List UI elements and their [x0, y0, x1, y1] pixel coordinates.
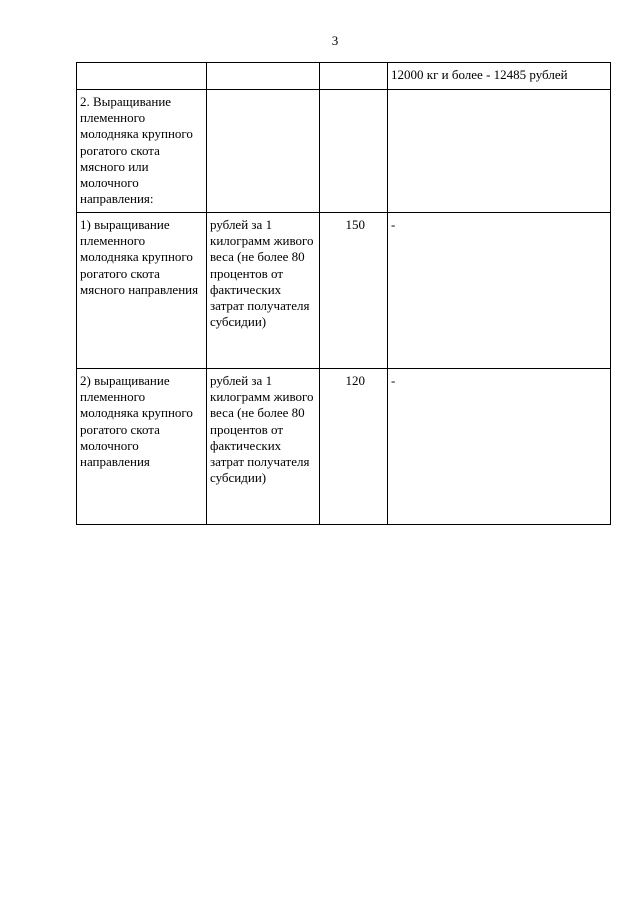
table-cell: [320, 63, 388, 90]
table-cell: [388, 90, 611, 213]
table-cell: [207, 63, 320, 90]
table-cell: 120: [320, 369, 388, 525]
table-cell: рублей за 1 килограмм живого веса (не более 80 процентов от фактических затрат получателя субсидии): [207, 213, 320, 369]
table-cell: рублей за 1 килограмм живого веса (не более 80 процентов от фактических затрат получателя субсидии): [207, 369, 320, 525]
table-row: [77, 90, 611, 213]
page-number: 3: [331, 33, 339, 48]
table-row: [77, 63, 611, 90]
table-cell: 2) выращивание племенного молодняка крупного рогатого скота молочного направления: [77, 369, 207, 525]
table-cell: 1) выращивание племенного молодняка крупного рогатого скота мясного направления: [77, 213, 207, 369]
table-cell: [320, 90, 388, 213]
table-cell: 150: [320, 213, 388, 369]
table-cell: [77, 63, 207, 90]
table-cell: -: [388, 369, 611, 525]
table-row: [77, 213, 611, 369]
table-row: [77, 369, 611, 525]
subsidy-rates-table: [76, 62, 611, 525]
table-cell: 2. Выращивание племенного молодняка крупного рогатого скота мясного или молочного направления:: [77, 90, 207, 213]
table-cell: 12000 кг и более - 12485 рублей: [388, 63, 611, 90]
table-cell: [207, 90, 320, 213]
table-cell: -: [388, 213, 611, 369]
